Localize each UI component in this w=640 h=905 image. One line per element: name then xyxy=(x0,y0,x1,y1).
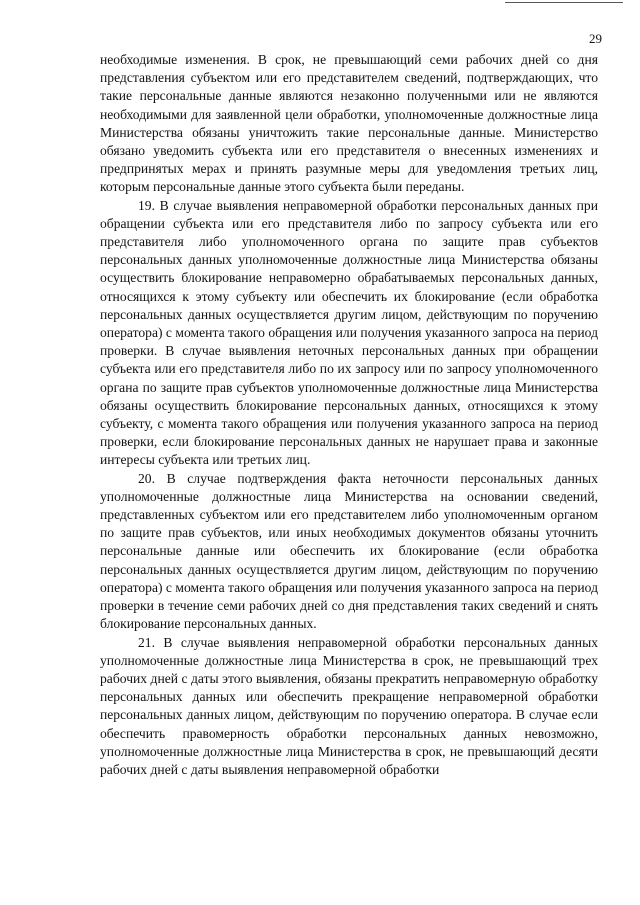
paragraph-19: 19. В случае выявления неправомерной обработки персональных данных при обращении субъекта или его представителя либо по запросу субъекта или его представителя либо уполномоченного органа по защите прав субъектов персональных данных уполномоченные должностные лица Министерства обязаны осуществить блокирование неправомерно обрабатываемых персональных данных, относящихся к этому субъекту или обеспечить их блокирование (если обработка персональных данных осуществляется другим лицом, действующим по поручению оператора) с момента такого обращения или получения указанного запроса на период проверки. В случае выявления неточных персональных данных при обращении субъекта или его представителя либо по их запросу или по запросу уполномоченного органа по защите прав субъектов уполномоченные должностные лица Министерства обязаны осуществить блокирование персональных данных, относящихся к этому субъекту, с момента такого обращения или получения указанного запроса на период проверки, если блокирование персональных данных не нарушает права и законные интересы субъекта или третьих лиц. xyxy=(100,197,598,468)
header-rule xyxy=(505,2,623,3)
document-body xyxy=(100,51,598,779)
paragraph-21: 21. В случае выявления неправомерной обработки персональных данных уполномоченные должностные лица Министерства в срок, не превышающий трех рабочих дней с даты этого выявления, обязаны прекратить неправомерную обработку персональных данных или обеспечить прекращение неправомерной обработки персональных данных лицом, действующим по поручению оператора. В случае если обеспечить правомерность обработки персональных данных невозможно, уполномоченные должностные лица Министерства в срок, не превышающий десяти рабочих дней с даты выявления неправомерной обработки xyxy=(100,634,598,777)
page-number: 29 xyxy=(589,31,602,46)
paragraph-continuation: необходимые изменения. В срок, не превышающий семи рабочих дней со дня представления субъектом или его представителем сведений, подтверждающих, что такие персональные данные являются незаконно полученными или не являются необходимыми для заявленной цели обработки, уполномоченные должностные лица Министерства обязаны уничтожить такие персональные данные. Министерство обязано уведомить субъекта или его представителя о внесенных изменениях и предпринятых мерах и принять разумные меры для уведомления третьих лиц, которым персональные данные этого субъекта были переданы. xyxy=(100,52,598,195)
paragraph-20: 20. В случае подтверждения факта неточности персональных данных уполномоченные должностные лица Министерства на основании сведений, представленных субъектом или его представителем либо уполномоченным органом по защите прав субъектов, или иных необходимых документов обязаны уточнить персональные данные или обеспечить их блокирование (если обработка персональных данных осуществляется другим лицом, действующим по поручению оператора) с момента такого обращения или получения указанного запроса на период проверки в течение семи рабочих дней со дня представления таких сведений и снять блокирование персональных данных. xyxy=(100,470,598,632)
